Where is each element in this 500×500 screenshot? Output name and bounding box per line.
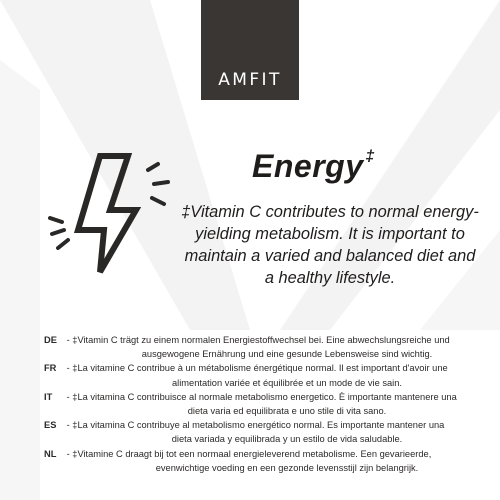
translation-line: - ‡Vitamin C trägt zu einem normalen Energiestoffwechsel bei. Eine abwechslungsreiche und xyxy=(66,335,450,345)
translation-line: dieta varia ed equilibrata e uno stile di vita sano. xyxy=(187,406,387,417)
translation-it xyxy=(44,390,484,418)
translations-block xyxy=(44,333,484,475)
translation-line: dieta variada y equilibrada y un estilo de vida saludable. xyxy=(171,434,403,445)
brand-logo-text: AMFIT xyxy=(218,70,282,90)
lightning-bolt-icon xyxy=(40,150,180,280)
translation-line: - ‡La vitamina C contribuye al metabolismo energético normal. Es importante mantener una xyxy=(66,420,445,431)
translation-fr xyxy=(44,361,484,389)
lang-code: ES xyxy=(44,420,57,431)
headline-title: Energy xyxy=(252,148,364,184)
translation-line: - ‡Vitamine C draagt bij tot een normaal energieleverend metabolisme. Een gevarieerde, xyxy=(66,448,432,459)
lang-code: FR xyxy=(44,363,57,374)
translation-de xyxy=(44,333,484,361)
translation-line: - ‡La vitamine C contribue à un métabolisme énergétique normal. Il est important d'avoir une xyxy=(66,363,448,374)
translation-line: ausgewogene Ernährung und eine gesunde Lebensweise sind wichtig. xyxy=(141,349,433,360)
health-claim-text: ‡Vitamin C contributes to normal energy-yielding metabolism. It is important to maintain a varied and balanced diet and a healthy lifestyle. xyxy=(181,203,479,287)
translation-line: alimentation variée et équilibrée et un mode de vie sain. xyxy=(172,377,402,388)
lang-code: IT xyxy=(44,391,53,402)
translation-nl xyxy=(44,447,484,475)
headline xyxy=(252,148,375,185)
translation-line: evenwichtige voeding en een gezonde levensstijl zijn belangrijk. xyxy=(155,462,419,473)
brand-logo xyxy=(201,0,299,100)
translation-es xyxy=(44,418,484,446)
headline-mark: ‡ xyxy=(365,148,375,166)
translation-line: - ‡La vitamina C contribuisce al normale metabolismo energetico. È importante mantenere una xyxy=(66,391,457,402)
lang-code: NL xyxy=(44,448,57,459)
lang-code: DE xyxy=(44,335,57,345)
